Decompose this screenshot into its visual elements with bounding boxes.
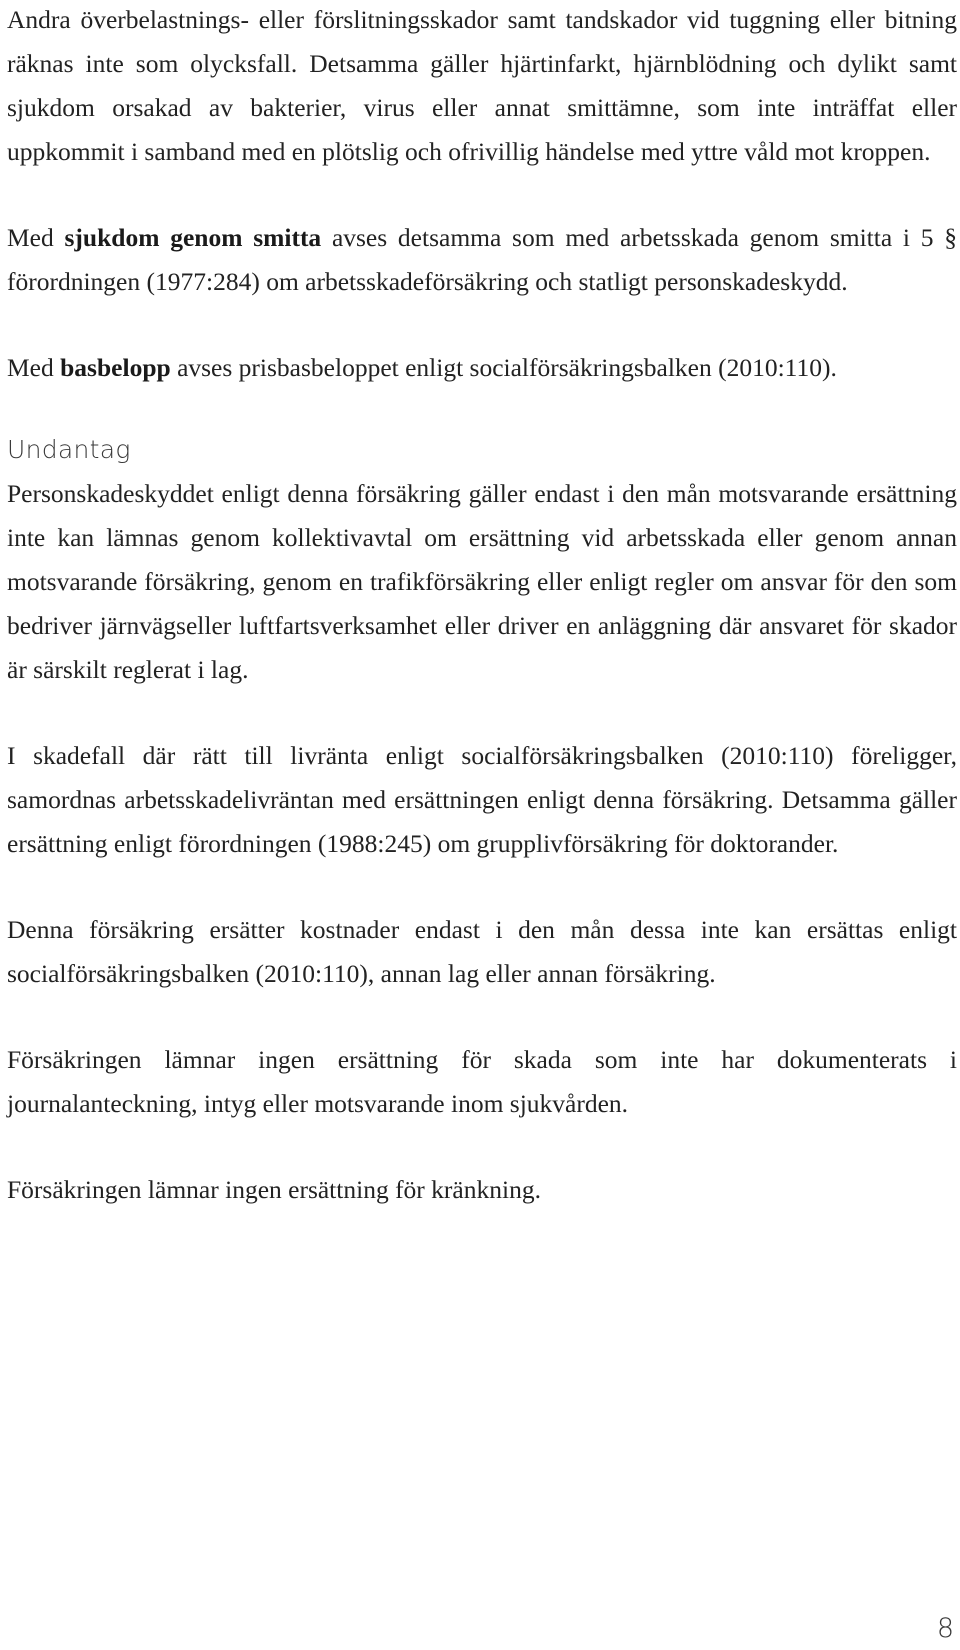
defined-term-sjukdom-genom-smitta: sjukdom genom smitta xyxy=(64,223,322,252)
paragraph-annuity-coordination: I skadefall där rätt till livränta enligt socialförsäkringsbalken (2010:110) föreligger, samordnas arbetsskadelivräntan med ersättningen enligt denna försäkring. Detsamma gäller ersättning enligt förordningen (1988:245) om grupplivförsäkring för doktorander. xyxy=(7,741,957,858)
document-page xyxy=(7,0,957,1212)
paragraph-prefix: Med xyxy=(7,353,61,382)
paragraph-suffix: avses prisbasbeloppet enligt socialförsäkringsbalken (2010:110). xyxy=(170,353,837,382)
paragraph-injury-exclusions: Andra överbelastnings- eller förslitningsskador samt tandskador vid tuggning eller bitning räknas inte som olycksfall. Detsamma gäller hjärtinfarkt, hjärnblödning och dylikt samt sjukdom orsakad av bakterier, virus eller annat smittämne, som inte inträffat eller uppkommit i samband med en plötslig och ofrivillig händelse med yttre våld mot kroppen. xyxy=(7,5,957,166)
paragraph-suffix: avses detsamma som med arbetsskada genom smitta i 5 § förordningen (1977:284) om arbetsskadeförsäkring och statligt personskadeskydd. xyxy=(7,223,957,296)
defined-term-basbelopp: basbelopp xyxy=(60,353,171,382)
section-heading-undantag: Undantag xyxy=(7,435,131,464)
paragraph-basbelopp xyxy=(7,346,957,390)
page-number: 8 xyxy=(936,1613,954,1644)
paragraph-cost-coverage: Denna försäkring ersätter kostnader endast i den mån dessa inte kan ersättas enligt socialförsäkringsbalken (2010:110), annan lag eller annan försäkring. xyxy=(7,915,957,988)
paragraph-personal-injury-scope: Personskadeskyddet enligt denna försäkring gäller endast i den mån motsvarande ersättning inte kan lämnas genom kollektivavtal om ersättning vid arbetsskada eller genom annan motsvarande försäkring, genom en trafikförsäkring eller enligt regler om ansvar för den som bedriver järnvägseller luftfartsverksamhet eller driver en anläggning där ansvaret för skador är särskilt reglerat i lag. xyxy=(7,479,957,684)
paragraph-no-compensation-violation: Försäkringen lämnar ingen ersättning för kränkning. xyxy=(7,1175,541,1204)
paragraph-documentation-requirement: Försäkringen lämnar ingen ersättning för skada som inte har dokumenterats i journalanteckning, intyg eller motsvarande inom sjukvården. xyxy=(7,1045,957,1118)
paragraph-prefix: Med xyxy=(7,223,65,252)
paragraph-disease-by-infection xyxy=(7,216,957,304)
